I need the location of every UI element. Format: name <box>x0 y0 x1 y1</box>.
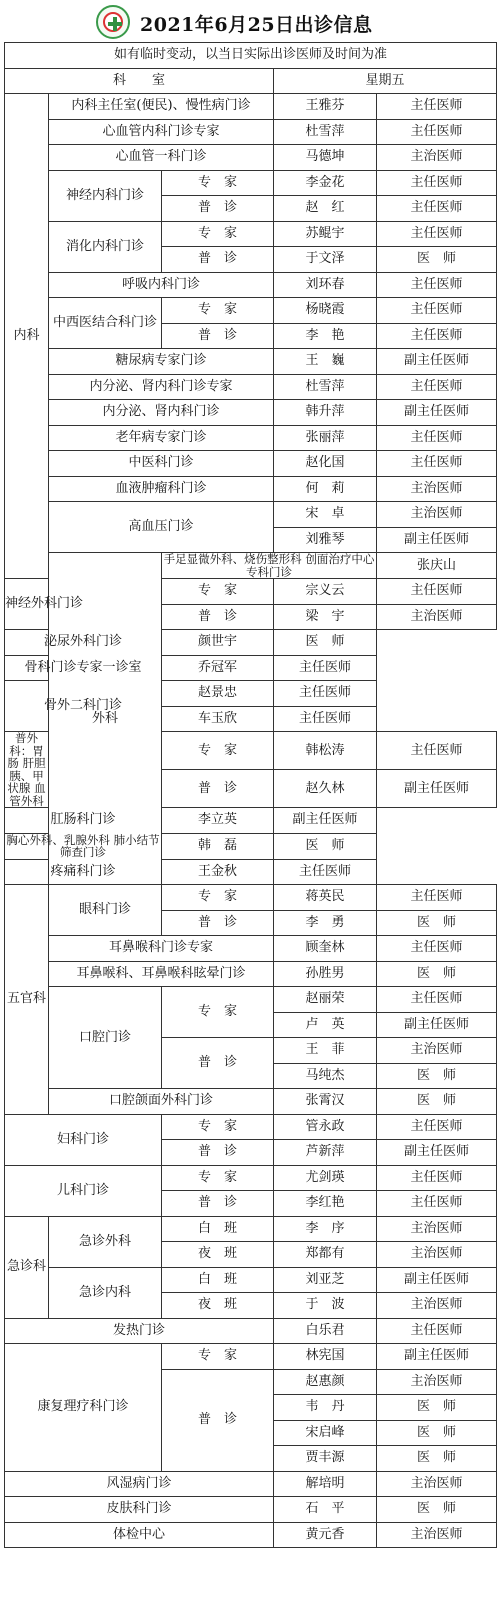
doctor-title: 主任医师 <box>377 1318 497 1344</box>
doctor-title: 主治医师 <box>377 1522 497 1548</box>
doctor-name: 赵 红 <box>274 196 377 222</box>
doctor-title: 副主任医师 <box>377 1267 497 1293</box>
dept-cell: 泌尿外科门诊 <box>5 630 162 656</box>
doctor-title: 副主任医师 <box>377 527 497 553</box>
category-cell: 外科 <box>49 553 162 885</box>
doctor-name: 李金花 <box>274 170 377 196</box>
doctor-name: 赵惠颜 <box>274 1369 377 1395</box>
doctor-title: 副主任医师 <box>377 1012 497 1038</box>
page-title: 2021年6月25日出诊信息 <box>140 14 373 36</box>
doctor-name: 宋 卓 <box>274 502 377 528</box>
dept-cell: 疼痛科门诊 <box>5 859 162 885</box>
header-day: 星期五 <box>274 68 497 94</box>
dept-cell: 糖尿病专家门诊 <box>49 349 274 375</box>
dept-cell: 风湿病门诊 <box>5 1471 274 1497</box>
doctor-name: 孙胜男 <box>274 961 377 987</box>
visit-type: 专 家 <box>162 987 274 1038</box>
doctor-title: 副主任医师 <box>377 349 497 375</box>
doctor-name: 刘亚芝 <box>274 1267 377 1293</box>
dept-cell: 急诊外科 <box>49 1216 162 1267</box>
doctor-title: 主治医师 <box>377 604 497 630</box>
visit-type: 专 家 <box>162 221 274 247</box>
doctor-name: 韩松涛 <box>274 732 377 770</box>
doctor-name: 杨晓霞 <box>274 298 377 324</box>
doctor-title: 主治医师 <box>377 1038 497 1064</box>
doctor-title: 医 师 <box>377 1420 497 1446</box>
doctor-title: 主任医师 <box>377 272 497 298</box>
dept-cell: 内科主任室(便民)、慢性病门诊 <box>49 94 274 120</box>
doctor-name: 赵化国 <box>274 451 377 477</box>
doctor-title: 主任医师 <box>274 655 377 681</box>
doctor-name: 李 序 <box>274 1216 377 1242</box>
hospital-logo-icon <box>96 5 130 39</box>
doctor-name: 李立英 <box>162 808 274 834</box>
doctor-title: 主治医师 <box>377 1369 497 1395</box>
doctor-name: 管永政 <box>274 1114 377 1140</box>
doctor-title: 医 师 <box>274 630 377 656</box>
dept-cell: 妇科门诊 <box>5 1114 162 1165</box>
doctor-title: 医 师 <box>377 1089 497 1115</box>
visit-type: 普 诊 <box>162 1038 274 1089</box>
doctor-name: 杜雪萍 <box>274 374 377 400</box>
schedule-table <box>4 42 497 1548</box>
dept-cell: 神经外科门诊 <box>5 579 49 630</box>
doctor-name: 蒋英民 <box>274 885 377 911</box>
doctor-title: 主治医师 <box>377 1242 497 1268</box>
visit-type: 专 家 <box>162 732 274 770</box>
doctor-name: 李 勇 <box>274 910 377 936</box>
doctor-name: 赵景忠 <box>162 681 274 707</box>
doctor-name: 梁 宇 <box>274 604 377 630</box>
doctor-name: 尤剑瑛 <box>274 1165 377 1191</box>
visit-type: 专 家 <box>162 170 274 196</box>
doctor-title: 主任医师 <box>377 936 497 962</box>
doctor-name: 韦 丹 <box>274 1395 377 1421</box>
dept-cell: 心血管内科门诊专家 <box>49 119 274 145</box>
visit-type: 普 诊 <box>162 323 274 349</box>
shift-type: 白 班 <box>162 1267 274 1293</box>
doctor-name: 刘雅琴 <box>274 527 377 553</box>
visit-type: 专 家 <box>162 579 274 605</box>
doctor-title: 副主任医师 <box>377 770 497 808</box>
visit-type: 专 家 <box>162 1114 274 1140</box>
doctor-name: 顾奎林 <box>274 936 377 962</box>
doctor-name: 解培明 <box>274 1471 377 1497</box>
visit-type: 专 家 <box>162 885 274 911</box>
doctor-title: 主任医师 <box>377 451 497 477</box>
dept-cell: 皮肤科门诊 <box>5 1497 274 1523</box>
dept-cell: 中西医结合科门诊 <box>49 298 162 349</box>
doctor-title: 主任医师 <box>274 859 377 885</box>
doctor-name: 王 菲 <box>274 1038 377 1064</box>
shift-type: 夜 班 <box>162 1242 274 1268</box>
doctor-title: 主任医师 <box>377 1114 497 1140</box>
visit-type: 普 诊 <box>162 1140 274 1166</box>
dept-cell: 发热门诊 <box>5 1318 274 1344</box>
doctor-title: 主治医师 <box>377 145 497 171</box>
doctor-title: 主任医师 <box>377 298 497 324</box>
visit-type: 专 家 <box>162 1344 274 1370</box>
doctor-title: 主任医师 <box>377 196 497 222</box>
doctor-title: 主任医师 <box>377 221 497 247</box>
visit-type: 普 诊 <box>162 604 274 630</box>
doctor-title: 副主任医师 <box>377 1140 497 1166</box>
doctor-name: 宗义云 <box>274 579 377 605</box>
doctor-title: 医 师 <box>377 961 497 987</box>
doctor-name: 马纯杰 <box>274 1063 377 1089</box>
page-header <box>0 0 500 42</box>
doctor-title: 主治医师 <box>377 1293 497 1319</box>
visit-type: 普 诊 <box>162 910 274 936</box>
dept-cell: 骨科门诊专家一诊室 <box>5 655 162 681</box>
doctor-name: 张霄汉 <box>274 1089 377 1115</box>
doctor-name: 马德坤 <box>274 145 377 171</box>
dept-cell: 儿科门诊 <box>5 1165 162 1216</box>
doctor-title: 主治医师 <box>377 502 497 528</box>
doctor-name: 芦新萍 <box>274 1140 377 1166</box>
doctor-name: 郑都有 <box>274 1242 377 1268</box>
visit-type: 普 诊 <box>162 1191 274 1217</box>
dept-cell: 耳鼻喉科、耳鼻喉科眩晕门诊 <box>49 961 274 987</box>
doctor-title: 主任医师 <box>377 885 497 911</box>
dept-cell: 内分泌、肾内科门诊 <box>49 400 274 426</box>
dept-cell: 消化内科门诊 <box>49 221 162 272</box>
doctor-name: 林宪国 <box>274 1344 377 1370</box>
dept-cell: 胸心外科、乳腺外科 肺小结节筛查门诊 <box>6 832 160 859</box>
doctor-name: 贾丰源 <box>274 1446 377 1472</box>
doctor-name: 韩升萍 <box>274 400 377 426</box>
doctor-name: 王金秋 <box>162 859 274 885</box>
doctor-title: 副主任医师 <box>377 400 497 426</box>
header-dept: 科 室 <box>5 68 274 94</box>
doctor-name: 颜世宇 <box>162 630 274 656</box>
doctor-title: 医 师 <box>377 1395 497 1421</box>
doctor-title: 主任医师 <box>377 323 497 349</box>
visit-type: 普 诊 <box>162 247 274 273</box>
dept-cell: 高血压门诊 <box>49 502 274 553</box>
visit-type: 专 家 <box>162 298 274 324</box>
doctor-title: 主治医师 <box>377 1471 497 1497</box>
doctor-title: 主任医师 <box>377 425 497 451</box>
category-cell: 急诊科 <box>5 1216 49 1318</box>
doctor-title: 主治医师 <box>377 1216 497 1242</box>
doctor-name: 车玉欣 <box>162 706 274 732</box>
shift-type: 白 班 <box>162 1216 274 1242</box>
doctor-name: 苏鲲宇 <box>274 221 377 247</box>
doctor-name: 卢 英 <box>274 1012 377 1038</box>
doctor-title: 医 师 <box>377 910 497 936</box>
doctor-title: 医 师 <box>377 247 497 273</box>
doctor-title: 主任医师 <box>274 681 377 707</box>
doctor-title: 主治医师 <box>377 476 497 502</box>
doctor-title: 主任医师 <box>377 1165 497 1191</box>
category-cell: 内科 <box>5 94 49 579</box>
doctor-title: 主任医师 <box>377 374 497 400</box>
doctor-name: 李红艳 <box>274 1191 377 1217</box>
doctor-name: 赵久林 <box>274 770 377 808</box>
doctor-name: 刘环春 <box>274 272 377 298</box>
dept-cell: 内分泌、肾内科门诊专家 <box>49 374 274 400</box>
doctor-title: 副主任医师 <box>377 1344 497 1370</box>
notice-row: 如有临时变动，以当日实际出诊医师及时间为准 <box>5 43 497 69</box>
doctor-title: 主任医师 <box>377 987 497 1013</box>
doctor-title: 主任医师 <box>377 579 497 605</box>
visit-type: 普 诊 <box>162 196 274 222</box>
dept-cell: 肛肠科门诊 <box>5 808 162 834</box>
doctor-title: 主任医师 <box>377 1191 497 1217</box>
visit-type: 普 诊 <box>162 770 274 808</box>
dept-cell: 体检中心 <box>5 1522 274 1548</box>
doctor-title: 医 师 <box>377 1446 497 1472</box>
doctor-title: 主任医师 <box>377 170 497 196</box>
doctor-title: 医 师 <box>274 833 377 859</box>
shift-type: 夜 班 <box>162 1293 274 1319</box>
doctor-name: 于 波 <box>274 1293 377 1319</box>
doctor-name: 于文泽 <box>274 247 377 273</box>
doctor-name: 石 平 <box>274 1497 377 1523</box>
doctor-name: 韩 磊 <box>162 833 274 859</box>
dept-cell: 口腔门诊 <box>49 987 162 1089</box>
doctor-title: 医 师 <box>377 1497 497 1523</box>
doctor-name: 王 巍 <box>274 349 377 375</box>
dept-cell: 普外科：胃肠 肝胆胰、甲状腺 血管外科 <box>5 732 49 808</box>
doctor-name: 白乐君 <box>274 1318 377 1344</box>
dept-cell: 心血管一科门诊 <box>49 145 274 171</box>
doctor-title: 医 师 <box>377 1063 497 1089</box>
doctor-name: 张庆山 <box>377 553 497 579</box>
dept-cell: 血液肿瘤科门诊 <box>49 476 274 502</box>
visit-type: 专 家 <box>162 1165 274 1191</box>
doctor-name: 宋启峰 <box>274 1420 377 1446</box>
doctor-title: 主任医师 <box>377 94 497 120</box>
doctor-name: 黄元香 <box>274 1522 377 1548</box>
dept-cell: 骨外二科门诊 <box>5 681 162 732</box>
dept-cell: 神经内科门诊 <box>49 170 162 221</box>
dept-cell: 中医科门诊 <box>49 451 274 477</box>
doctor-name: 乔冠军 <box>162 655 274 681</box>
dept-cell: 手足显微外科、烧伤整形科 创面治疗中心专科门诊 <box>162 553 377 579</box>
dept-cell: 耳鼻喉科门诊专家 <box>49 936 274 962</box>
doctor-title: 主任医师 <box>274 706 377 732</box>
dept-cell: 老年病专家门诊 <box>49 425 274 451</box>
dept-cell: 呼吸内科门诊 <box>49 272 274 298</box>
doctor-title: 主任医师 <box>377 119 497 145</box>
doctor-name: 张丽萍 <box>274 425 377 451</box>
doctor-name: 李 艳 <box>274 323 377 349</box>
dept-cell: 急诊内科 <box>49 1267 162 1318</box>
doctor-title: 副主任医师 <box>274 808 377 834</box>
doctor-name: 赵丽荣 <box>274 987 377 1013</box>
doctor-name: 何 莉 <box>274 476 377 502</box>
visit-type: 普 诊 <box>162 1369 274 1471</box>
doctor-name: 王雅芬 <box>274 94 377 120</box>
dept-cell: 眼科门诊 <box>49 885 162 936</box>
dept-cell: 口腔颌面外科门诊 <box>49 1089 274 1115</box>
category-cell: 五官科 <box>5 885 49 1115</box>
doctor-name: 杜雪萍 <box>274 119 377 145</box>
dept-cell: 康复理疗科门诊 <box>5 1344 162 1472</box>
doctor-title: 主任医师 <box>377 732 497 770</box>
